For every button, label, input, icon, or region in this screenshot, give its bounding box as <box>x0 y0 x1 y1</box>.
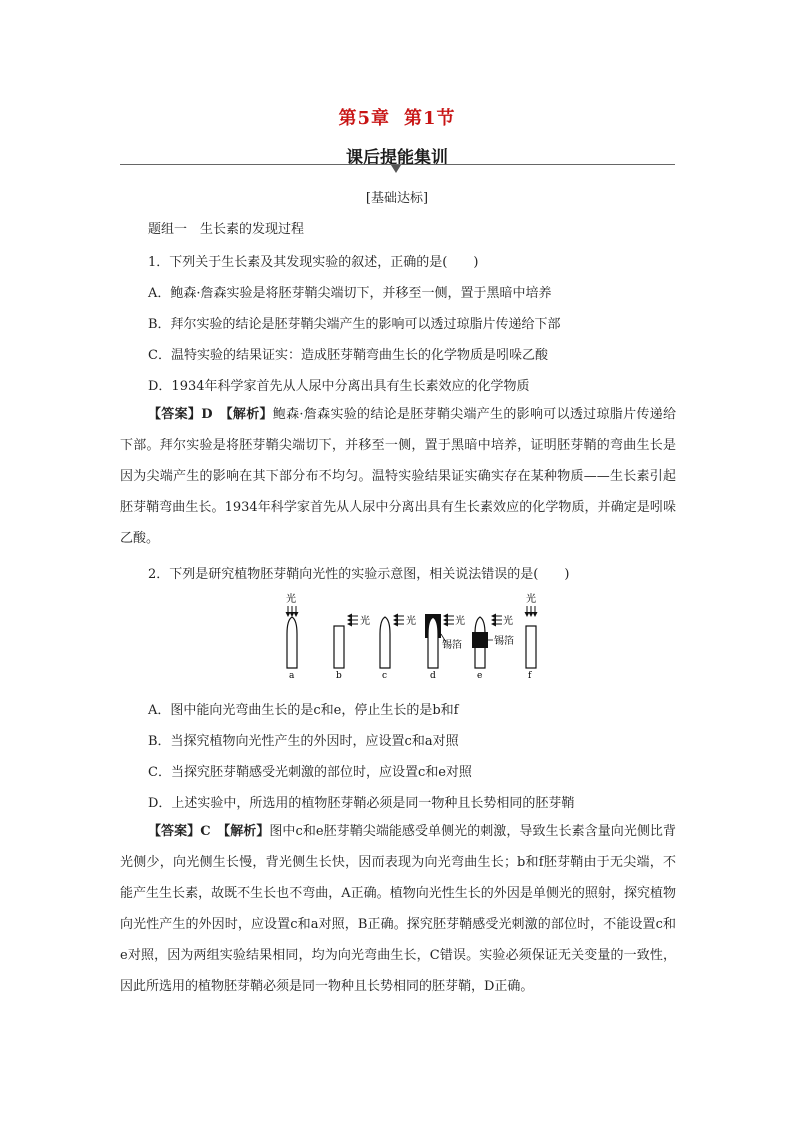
q2-option-d: D．上述实验中，所选用的植物胚芽鞘必须是同一物种且长势相同的胚芽鞘 <box>148 796 575 811</box>
coleoptile-e <box>472 614 514 681</box>
q2-option-c: C．当探究胚芽鞘感受光刺激的部位时，应设置c和e对照 <box>148 765 472 780</box>
q1-option-b: B．拜尔实验的结论是胚芽鞘尖端产生的影响可以透过琼脂片传递给下部 <box>148 317 561 332</box>
light-label-b: 光 <box>360 616 370 627</box>
q2-analysis-text: 图中c和e胚芽鞘尖端能感受单侧光的刺激，导致生长素含量向光侧比背光侧少，向光侧生长慢，背光侧生长快，因而表现为向光弯曲生长；b和f胚芽鞘由于无尖端，不能产生生长素，故既不生长也不弯曲，A正确。植物向光性生长的外因是单侧光的照射，探究植物向光性产生的外因时，应设置c和a对照，B正确。探究胚芽鞘感受光刺激的部位时，不能设置c和e对照，因为两组实验结果相同，均为向光弯曲生长，C错误。实验必须保证无关变量的一致性，因此所选用的植物胚芽鞘必须是同一物种且长势相同的胚芽鞘，D正确。 <box>120 824 676 994</box>
item-label-c: c <box>382 671 388 681</box>
light-label-d: 光 <box>455 616 465 627</box>
q1-option-c: C．温特实验的结果证实：造成胚芽鞘弯曲生长的化学物质是吲哚乙酸 <box>148 348 548 363</box>
light-label-c: 光 <box>406 616 416 627</box>
item-label-f: f <box>528 671 532 681</box>
q1-option-a: A．鲍森·詹森实验是将胚芽鞘尖端切下，并移至一侧，置于黑暗中培养 <box>148 286 552 301</box>
coleoptile-shape <box>380 617 390 668</box>
q2-option-a: A．图中能向光弯曲生长的是c和e，停止生长的是b和f <box>148 703 459 718</box>
foil-label-d: 锡箔 <box>442 640 462 651</box>
coleoptile-experiment-figure <box>270 590 560 682</box>
item-label-d: d <box>430 671 436 681</box>
coleoptile-shape <box>287 617 297 668</box>
item-label-a: a <box>289 671 295 681</box>
chapter-label: 第5章 <box>338 108 390 129</box>
light-label-e: 光 <box>503 616 513 627</box>
section-label: 第1节 <box>404 108 456 129</box>
divider-marker-icon <box>391 165 401 173</box>
coleoptile-shape <box>334 626 344 668</box>
q2-option-b: B．当探究植物向光性产生的外因时，应设置c和a对照 <box>148 734 459 749</box>
foil-label-e: 锡箔 <box>494 636 514 647</box>
page-subtitle: 课后提能集训 <box>346 148 448 168</box>
q1-answer-label: 【答案】D 【解析】 <box>148 407 273 422</box>
coleoptile-a <box>286 592 297 681</box>
q1-answer-analysis <box>120 399 676 554</box>
item-label-b: b <box>336 671 342 681</box>
light-label-a: 光 <box>286 594 296 605</box>
coleoptile-shape <box>526 626 536 668</box>
group-heading: 题组一 生长素的发现过程 <box>148 222 305 237</box>
foil-wrap-icon <box>472 632 488 648</box>
level-tag: [基础达标] <box>365 191 429 206</box>
coleoptile-d <box>425 614 465 681</box>
q2-answer-label: 【答案】C 【解析】 <box>148 824 270 839</box>
coleoptile-f <box>526 592 536 681</box>
q1-option-d: D．1934年科学家首先从人尿中分离出具有生长素效应的化学物质 <box>148 379 530 394</box>
q1-analysis-text: 鲍森·詹森实验的结论是胚芽鞘尖端产生的影响可以透过琼脂片传递给下部。拜尔实验是将胚芽鞘尖端切下，并移至一侧，置于黑暗中培养，证明胚芽鞘的弯曲生长是因为尖端产生的影响在其下部分布不均匀。温特实验结果证实确实存在某种物质——生长素引起胚芽鞘弯曲生长。1934年科学家首先从人尿中分离出具有生长素效应的化学物质，并确定是吲哚乙酸。 <box>120 407 676 546</box>
light-label-f: 光 <box>526 594 536 605</box>
coleoptile-shape <box>428 617 438 668</box>
coleoptile-c <box>380 614 416 681</box>
q2-stem: 2．下列是研究植物胚芽鞘向光性的实验示意图，相关说法错误的是( ) <box>148 567 570 582</box>
q1-stem: 1．下列关于生长素及其发现实验的叙述，正确的是( ) <box>148 255 479 270</box>
coleoptile-b <box>334 614 370 681</box>
chapter-title <box>0 104 794 130</box>
item-label-e: e <box>477 671 483 681</box>
q2-answer-analysis <box>120 816 676 1002</box>
